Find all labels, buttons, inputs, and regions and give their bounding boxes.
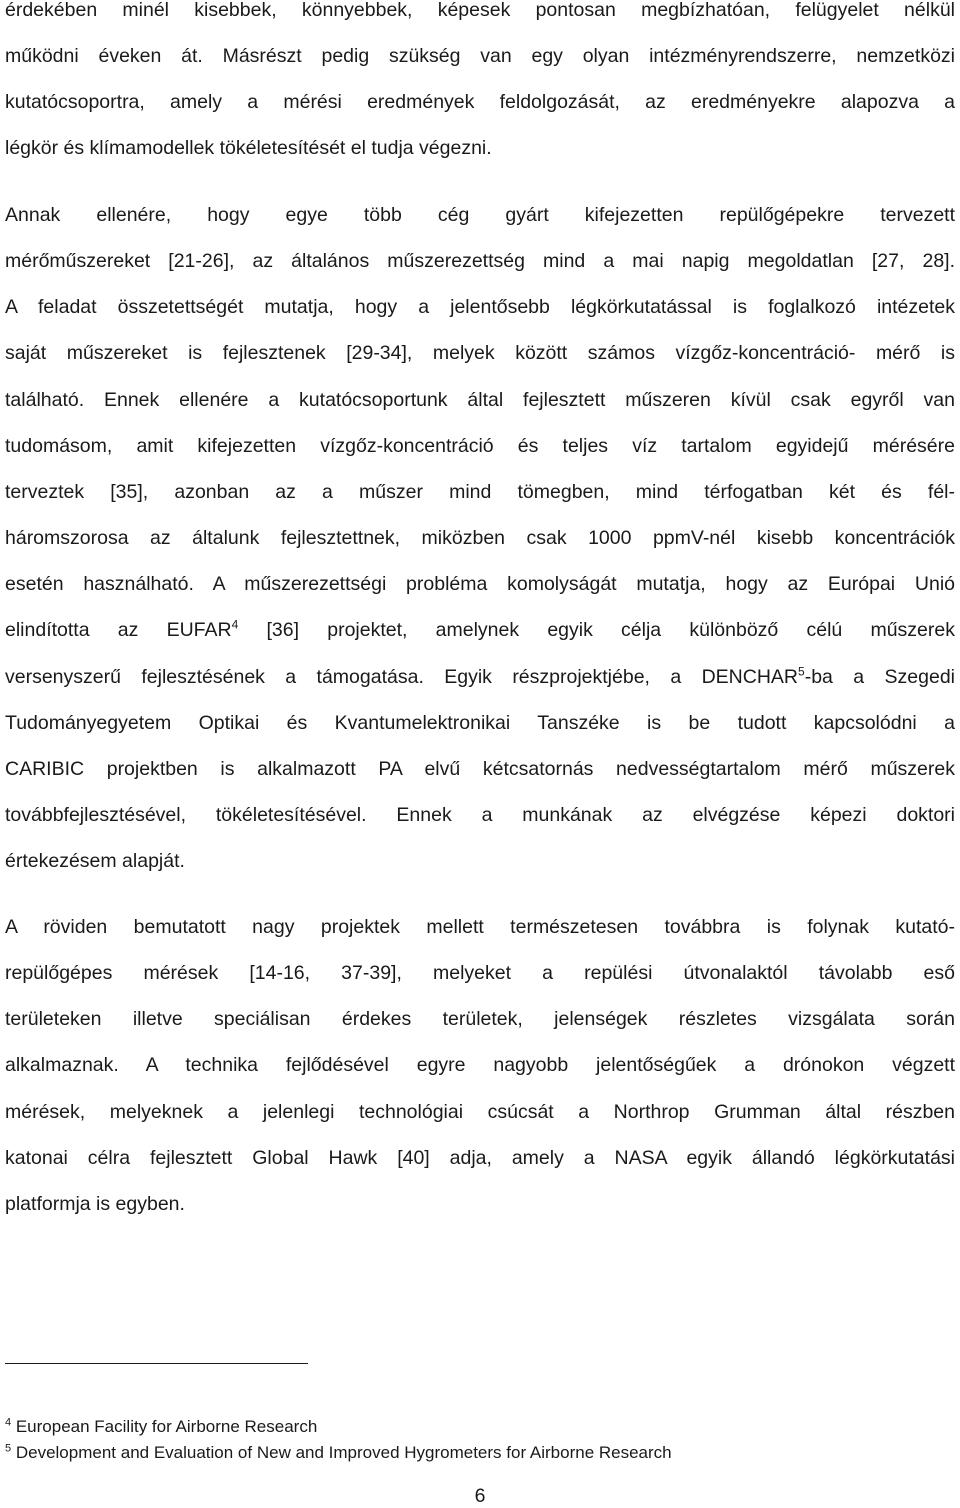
text-line: Tudományegyetem Optikai és Kvantumelektronikai Tanszéke is be tudott kapcsolódni a bbox=[5, 711, 955, 734]
footnote-mark: 4 bbox=[5, 1416, 12, 1429]
footnote-text: European Facility for Airborne Research bbox=[11, 1417, 318, 1436]
text-line: terveztek [35], azonban az a műszer mind tömegben, mind térfogatban két és fél- bbox=[5, 480, 955, 503]
text-line: működni éveken át. Másrészt pedig szükség van egy olyan intézményrendszerre, nemzetközi bbox=[5, 45, 955, 68]
text-line: esetén használható. A műszerezettségi probléma komolyságát mutatja, hogy az Európai Unió bbox=[5, 573, 955, 596]
footnote-text: Development and Evaluation of New and Improved Hygrometers for Airborne Research bbox=[11, 1443, 672, 1462]
text-line: saját műszereket is fejlesztenek [29-34], melyek között számos vízgőz-koncentráció- mérő is bbox=[5, 342, 955, 365]
text-line: katonai célra fejlesztett Global Hawk [40] adja, amely a NASA egyik állandó légkörkutatási bbox=[5, 1146, 955, 1169]
text-line: tudomásom, amit kifejezetten vízgőz-koncentráció és teljes víz tartalom egyidejű mérésére bbox=[5, 434, 955, 457]
text-line bbox=[5, 665, 955, 689]
text-segment: versenyszerű fejlesztésének a támogatása. Egyik részprojektjébe, a DENCHAR bbox=[5, 665, 799, 688]
text-line: továbbfejlesztésével, tökéletesítésével. Ennek a munkának az elvégzése képezi doktori bbox=[5, 803, 955, 826]
text-line: területeken illetve speciálisan érdekes területek, jelenségek részletes vizsgálata során bbox=[5, 1008, 955, 1031]
text-line: értekezésem alapját. bbox=[5, 850, 185, 873]
text-line: mérések, melyeknek a jelenlegi technológiai csúcsát a Northrop Grumman által részben bbox=[5, 1100, 955, 1123]
text-line: légkör és klímamodellek tökéletesítését el tudja végezni. bbox=[5, 137, 492, 160]
text-segment: -ba a Szegedi bbox=[804, 665, 955, 688]
text-segment: elindította az EUFAR bbox=[5, 619, 232, 642]
text-line: mérőműszereket [21-26], az általános műszerezettség mind a mai napig megoldatlan [27, 28]. bbox=[5, 250, 955, 273]
text-line: repülőgépes mérések [14-16, 37-39], melyeket a repülési útvonalaktól távolabb eső bbox=[5, 962, 955, 985]
text-line: CARIBIC projektben is alkalmazott PA elvű kétcsatornás nedvességtartalom mérő műszerek bbox=[5, 757, 955, 780]
page-number: 6 bbox=[474, 1485, 486, 1507]
text-segment: [36] projektet, amelynek egyik célja különböző célú műszerek bbox=[238, 619, 955, 642]
footnote-separator bbox=[5, 1363, 308, 1364]
text-line: Annak ellenére, hogy egye több cég gyárt kifejezetten repülőgépekre tervezett bbox=[5, 204, 955, 226]
footnote bbox=[5, 1416, 955, 1438]
footnote-reference: 4 bbox=[231, 617, 239, 632]
footnote-mark: 5 bbox=[5, 1442, 12, 1455]
text-line bbox=[5, 618, 955, 642]
text-line: háromszorosa az általunk fejlesztettnek, miközben csak 1000 ppmV-nél kisebb koncentrációk bbox=[5, 527, 955, 550]
text-line: A feladat összetettségét mutatja, hogy a jelentősebb légkörkutatással is foglalkozó intézetek bbox=[5, 296, 955, 319]
footnote-reference: 5 bbox=[798, 664, 805, 678]
text-line: kutatócsoportra, amely a mérési eredmények feldolgozását, az eredményekre alapozva a bbox=[5, 91, 955, 114]
text-line: A röviden bemutatott nagy projektek mellett természetesen továbbra is folynak kutató- bbox=[5, 916, 955, 938]
text-line: alkalmaznak. A technika fejlődésével egyre nagyobb jelentőségűek a drónokon végzett bbox=[5, 1054, 955, 1077]
text-line: érdekében minél kisebbek, könnyebbek, képesek pontosan megbízhatóan, felügyelet nélkül bbox=[5, 0, 955, 21]
footnote bbox=[5, 1442, 955, 1464]
text-line: platformja is egyben. bbox=[5, 1192, 185, 1215]
text-line: található. Ennek ellenére a kutatócsoportunk által fejlesztett műszeren kívül csak egyről van bbox=[5, 388, 955, 411]
